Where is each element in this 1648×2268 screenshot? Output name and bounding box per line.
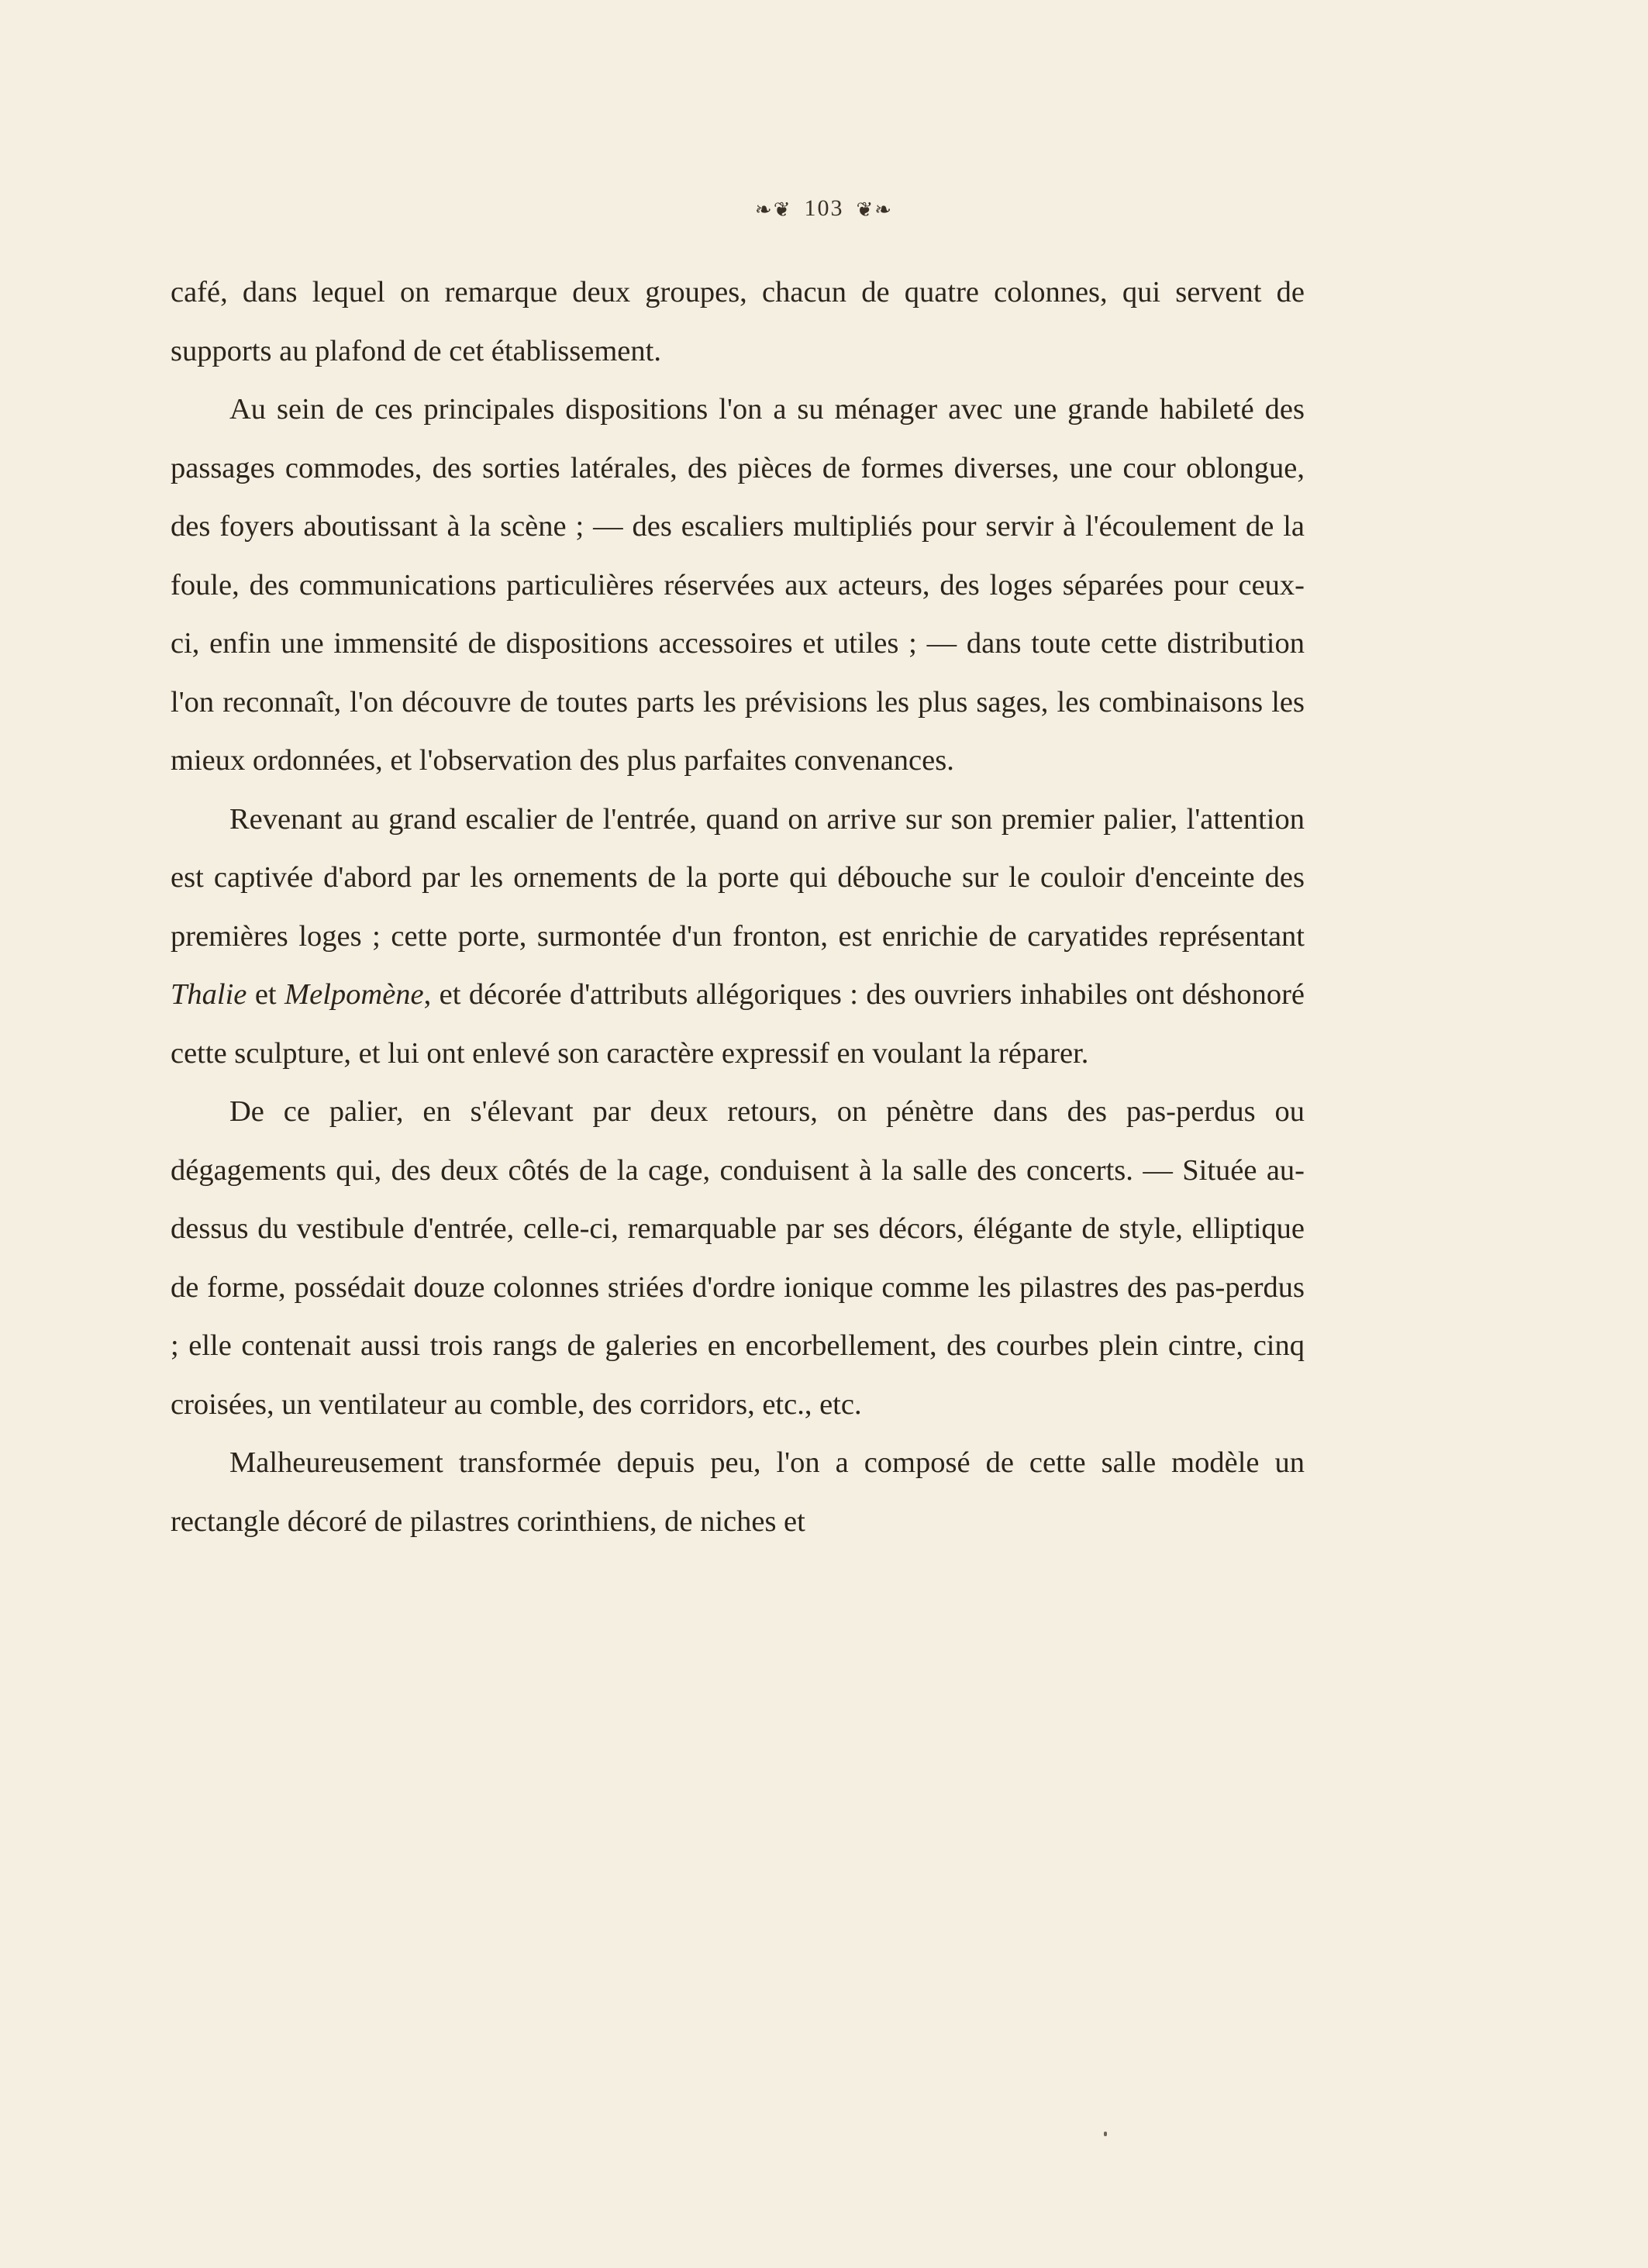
italic-thalie: Thalie [171,978,247,1011]
ornament-right-icon: ❦❧ [856,198,894,222]
body-text [171,264,1305,1551]
paragraph-5: Malheureusement transformée depuis peu, l'on a composé de cette salle modèle un rectangle décoré de pilastres corinthiens, de niches et [171,1446,1305,1538]
paragraph-3-part-2: et [247,978,285,1011]
paragraph-1: café, dans lequel on remarque deux groupes, chacun de quatre colonnes, qui servent de supports au plafond de cet établissement. [171,276,1305,367]
paragraph-3-part-1: Revenant au grand escalier de l'entrée, quand on arrive sur son premier palier, l'attention est captivée d'abord par les ornements de la porte qui débouche sur le couloir d'enceinte des premières loges ; cette porte, surmontée d'un fronton, est enrichie de caryatides représentant [171,802,1305,953]
page-number: 103 [804,195,844,221]
ink-speck [1104,2132,1107,2136]
paragraph-3-part-3: , et décorée d'attributs allégoriques : des ouvriers inhabiles ont déshonoré cette sculpture, et lui ont enlevé son caractère expressif en voulant la réparer. [171,978,1305,1070]
italic-melpomene: Melpomène [284,978,424,1011]
paragraph-4: De ce palier, en s'élevant par deux retours, on pénètre dans des pas-perdus ou dégagements qui, des deux côtés de la cage, conduisent à la salle des concerts. — Située au-dessus du vestibule d'entrée, celle-ci, remarquable par ses décors, élégante de style, elliptique de forme, possédait douze colonnes striées d'ordre ionique comme les pilastres des pas-perdus ; elle contenait aussi trois rangs de galeries en encorbellement, des courbes plein cintre, cinq croisées, un ventilateur au comble, des corridors, etc., etc. [171,1095,1305,1421]
paragraph-3 [171,791,1305,1084]
running-header [0,195,1648,222]
paragraph-2: Au sein de ces principales dispositions l'on a su ménager avec une grande habileté des passages commodes, des sorties latérales, des pièces de formes diverses, une cour oblongue, des foyers aboutissant à la scène ; — des escaliers multipliés pour servir à l'écoulement de la foule, des communications particulières réservées aux acteurs, des loges séparées pour ceux-ci, enfin une immensité de dispositions accessoires et utiles ; — dans toute cette distribution l'on reconnaît, l'on découvre de toutes parts les prévisions les plus sages, les combinaisons les mieux ordonnées, et l'observation des plus parfaites convenances. [171,393,1305,777]
ornament-left-icon: ❧❦ [754,198,792,222]
